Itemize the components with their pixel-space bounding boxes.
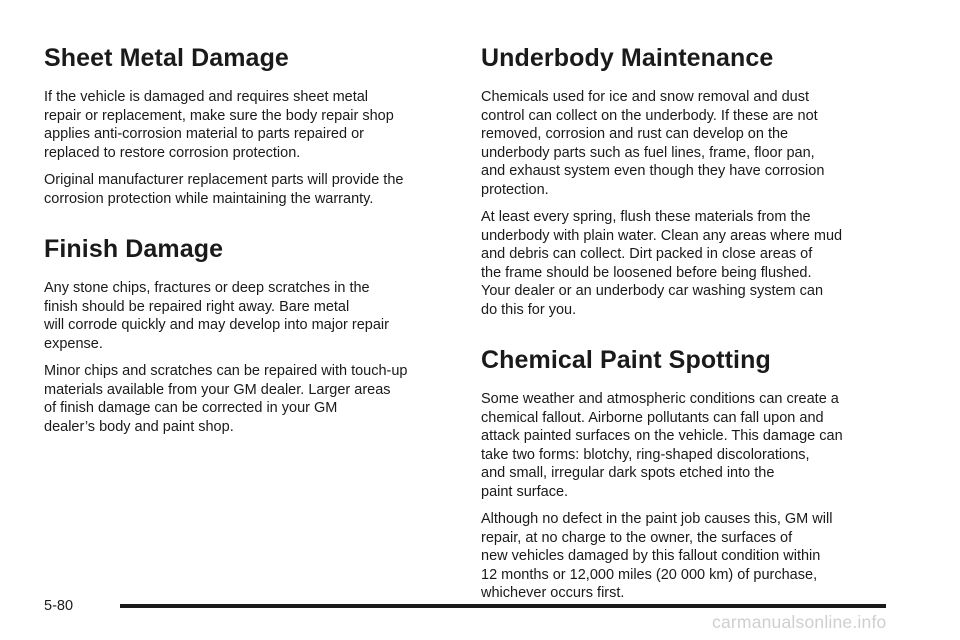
section-finish-damage (44, 233, 456, 436)
paragraph: Original manufacturer replacement parts will provide the corrosion protection while maintaining the warranty. (44, 172, 404, 207)
page-number: 5-80 (44, 598, 74, 614)
heading-chemical-paint-spotting: Chemical Paint Spotting (481, 346, 771, 374)
paragraph: Although no defect in the paint job causes this, GM will repair, at no charge to the owner, the surfaces of new vehicles damaged by this fallout condition within 12 months or 12,000 miles (20 000 km) of purchase, whichever occurs first. (481, 511, 833, 601)
paragraph: At least every spring, flush these materials from the underbody with plain water. Clean any areas where mud and debris can collect. Dirt packed in close areas of the frame should be loosened before being flushed. Your dealer or an underbody car washing system can do this for you. (481, 209, 843, 318)
paragraph: Some weather and atmospheric conditions can create a chemical fallout. Airborne pollutants can fall upon and attack painted surfaces on the vehicle. This damage can take two forms: blotchy, ring-shaped discolorations, and small, irregular dark spots etched into the paint surface. (481, 391, 843, 500)
watermark: carmanualsonline.info (712, 612, 887, 632)
section-underbody-maintenance (481, 42, 901, 319)
footer-rule (120, 604, 886, 608)
left-column (44, 42, 456, 445)
paragraph: If the vehicle is damaged and requires sheet metal repair or replacement, make sure the body repair shop applies anti-corrosion material to parts repaired or replaced to restore corrosion protection. (44, 89, 394, 161)
heading-underbody-maintenance: Underbody Maintenance (481, 44, 774, 72)
heading-sheet-metal-damage: Sheet Metal Damage (44, 44, 289, 72)
paragraph: Any stone chips, fractures or deep scratches in the finish should be repaired right away. Bare metal will corrode quickly and may develop into major repair expense. (44, 280, 389, 352)
paragraph: Minor chips and scratches can be repaired with touch-up materials available from your GM dealer. Larger areas of finish damage can be corrected in your GM dealer’s body and paint shop. (44, 363, 408, 435)
section-chemical-paint-spotting (481, 344, 901, 603)
section-sheet-metal-damage (44, 42, 456, 208)
heading-finish-damage: Finish Damage (44, 235, 224, 263)
right-column (481, 42, 901, 612)
paragraph: Chemicals used for ice and snow removal and dust control can collect on the underbody. If these are not removed, corrosion and rust can develop on the underbody parts such as fuel lines, frame, floor pan, and exhaust system even though they have corrosion protection. (481, 89, 825, 198)
